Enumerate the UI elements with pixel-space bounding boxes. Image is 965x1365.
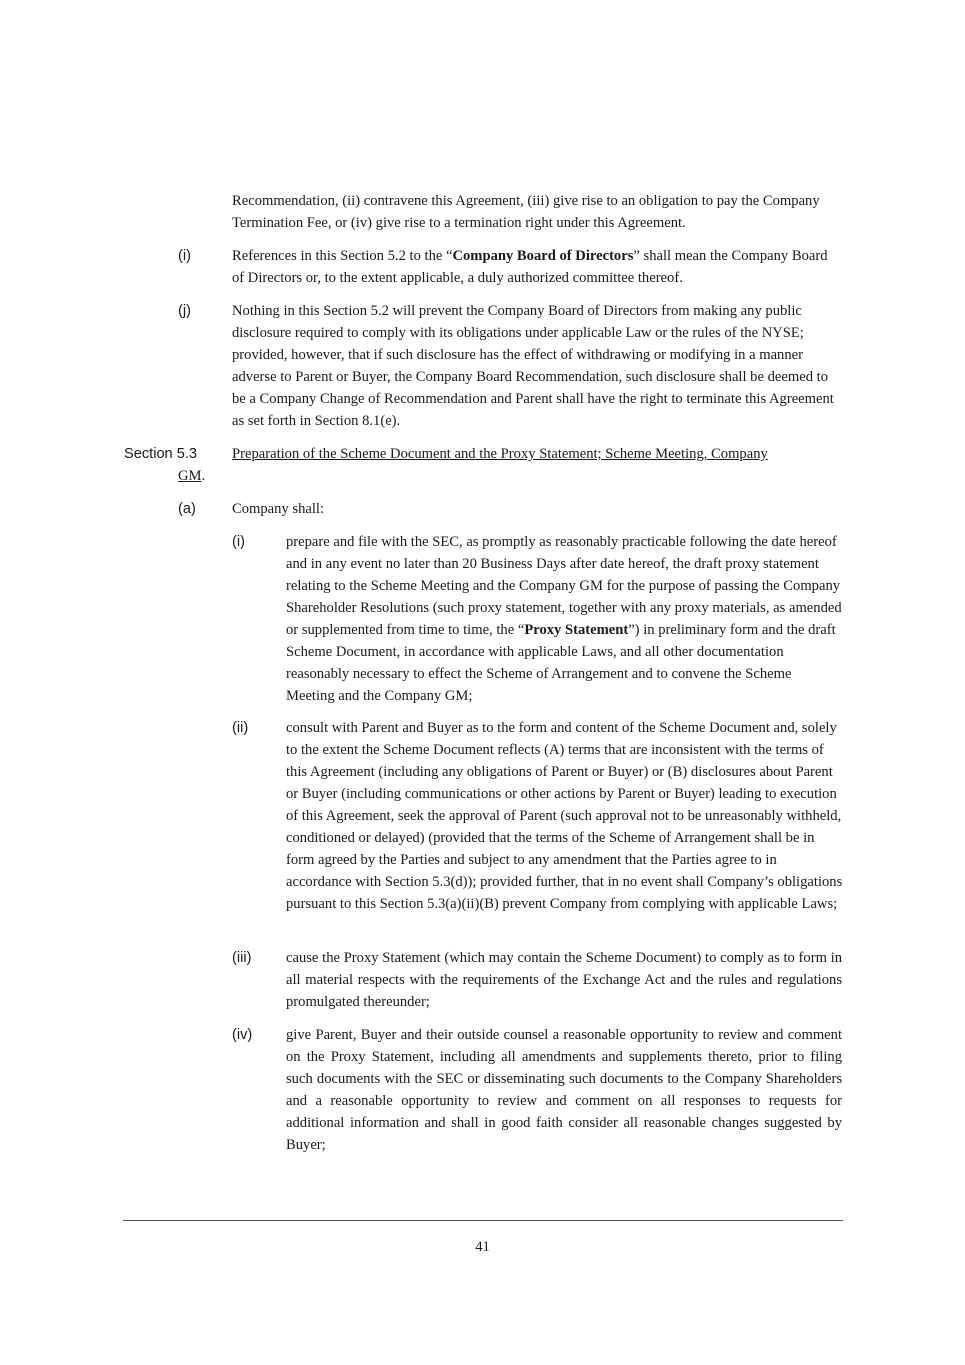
sub-i-paragraph: [286, 531, 842, 707]
continuation-paragraph: [232, 190, 832, 234]
sub-ii-paragraph: [286, 717, 844, 915]
sub-ii-text: consult with Parent and Buyer as to the form and content of the Scheme Document and, solely to the extent the Scheme Document reflects (A) terms that are inconsistent with the terms of this Agreement (including any obligations of Parent or Buyer) or (B) disclosures about Parent or Buyer (including communications or other actions by Parent or Buyer) leading to execution of this Agreement, seek the approval of Parent (such approval not to be unreasonably withheld, conditioned or delayed) (provided that the terms of the Scheme of Arrangement shall be in form agreed by the Parties and subject to any amendment that the Parties agree to in accordance with Section 5.3(d)); provided further, that in no event shall Company’s obligations pursuant to this Section 5.3(a)(ii)(B) prevent Company from complying with applicable Laws;: [286, 720, 843, 912]
item-j-label: (j): [178, 303, 191, 319]
sub-i-text-before: prepare and file with the SEC, as promptly as reasonably practicable following the date hereof and in any event no later than 20 Business Days after date hereof, the draft proxy statement relating to the Scheme Meeting and the Company GM for the purpose of passing the Company Shareholder Resolutions (such proxy statement, together with any proxy materials, as amended or supplemented from time to time, the “: [286, 534, 842, 638]
section-title-period: .: [201, 468, 206, 484]
sub-iii-label: (iii): [232, 950, 252, 966]
sub-i-defined-term: Proxy Statement: [524, 622, 629, 638]
section-title-continued: [178, 465, 205, 487]
item-i-label: (i): [178, 248, 191, 264]
item-a-text: Company shall:: [232, 501, 325, 517]
footer-divider: [123, 1220, 843, 1221]
sub-i-text-after: ”) in preliminary form and the draft Scheme Document, in accordance with applicable Laws, and all other documentation reasonably necessary to effect the Scheme of Arrangement and to convene the Scheme Meeting and the Company GM;: [286, 622, 836, 704]
section-title: [232, 443, 832, 465]
page-number: 41: [475, 1239, 490, 1255]
sub-iii-text: cause the Proxy Statement (which may contain the Scheme Document) to comply as to form in all material respects with the requirements of the Exchange Act and the rules and regulations promulgated thereunder;: [286, 950, 842, 1010]
item-i-text-before: References in this Section 5.2 to the “: [232, 248, 453, 264]
sub-iii-paragraph: [286, 947, 842, 1013]
item-a-label: (a): [178, 501, 196, 517]
sub-iv-paragraph: [286, 1024, 842, 1156]
item-i-paragraph: [232, 245, 840, 289]
continuation-text: Recommendation, (ii) contravene this Agreement, (iii) give rise to an obligation to pay the Company Termination Fee, or (iv) give rise to a termination right under this Agreement.: [232, 193, 820, 231]
item-i-text-after: ” shall mean the Company Board of Directors or, to the extent applicable, a duly authorized committee thereof.: [232, 248, 828, 286]
section-number: Section 5.3: [124, 446, 198, 462]
sub-ii-label: (ii): [232, 720, 249, 736]
item-a-paragraph: [232, 498, 840, 520]
item-i-defined-term: Company Board of Directors: [452, 248, 634, 264]
sub-iv-label: (iv): [232, 1027, 253, 1043]
section-title-line1: Preparation of the Scheme Document and the Proxy Statement; Scheme Meeting, Company: [232, 446, 768, 462]
item-j-paragraph: [232, 300, 840, 432]
sub-iv-text: give Parent, Buyer and their outside counsel a reasonable opportunity to review and comment on the Proxy Statement, including all amendments and supplements thereto, prior to filing such documents with the SEC or disseminating such documents to the Company Shareholders and a reasonable opportunity to review and comment on all responses to requests for additional information and shall in good faith consider all reasonable changes suggested by Buyer;: [286, 1027, 842, 1153]
sub-i-label: (i): [232, 534, 245, 550]
section-title-line2: GM: [178, 468, 202, 484]
item-j-text: Nothing in this Section 5.2 will prevent the Company Board of Directors from making any public disclosure required to comply with its obligations under applicable Law or the rules of the NYSE; provided, however, that if such disclosure has the effect of withdrawing or modifying in a manner adverse to Parent or Buyer, the Company Board Recommendation, such disclosure shall be deemed to be a Company Change of Recommendation and Parent shall have the right to terminate this Agreement as set forth in Section 8.1(e).: [232, 303, 834, 429]
